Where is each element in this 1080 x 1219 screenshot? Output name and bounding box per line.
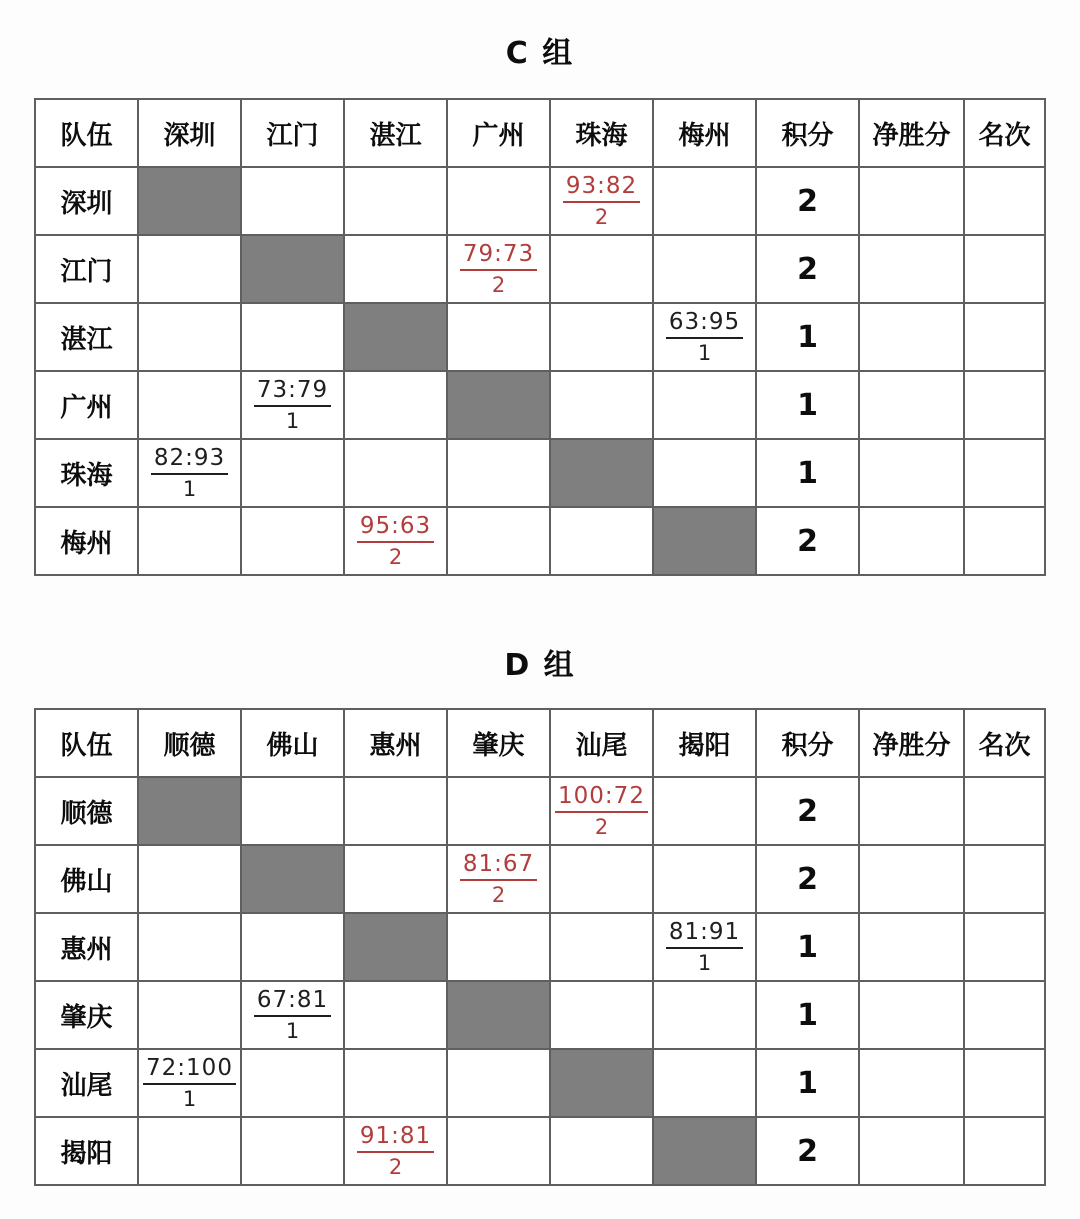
- self-match-cell: [653, 507, 756, 575]
- empty-match-cell: [138, 371, 241, 439]
- column-header: 净胜分: [859, 99, 964, 167]
- match-points: 1: [182, 476, 197, 501]
- goal-diff-cell: [859, 439, 964, 507]
- empty-match-cell: [653, 1049, 756, 1117]
- rank-cell: [964, 303, 1045, 371]
- empty-match-cell: [138, 845, 241, 913]
- match-points: 1: [697, 950, 712, 975]
- empty-match-cell: [344, 235, 447, 303]
- empty-match-cell: [447, 507, 550, 575]
- rank-cell: [964, 981, 1045, 1049]
- self-match-cell: [241, 845, 344, 913]
- empty-match-cell: [241, 167, 344, 235]
- match-result-cell: [138, 439, 241, 507]
- team-name: 佛山: [35, 845, 138, 913]
- empty-match-cell: [550, 235, 653, 303]
- team-name: 惠州: [35, 913, 138, 981]
- empty-match-cell: [138, 981, 241, 1049]
- empty-match-cell: [344, 845, 447, 913]
- team-name: 肇庆: [35, 981, 138, 1049]
- team-name: 广州: [35, 371, 138, 439]
- goal-diff-cell: [859, 371, 964, 439]
- self-match-cell: [550, 439, 653, 507]
- column-header: 积分: [756, 99, 859, 167]
- points-cell: 2: [756, 235, 859, 303]
- empty-match-cell: [447, 913, 550, 981]
- goal-diff-cell: [859, 1049, 964, 1117]
- empty-match-cell: [653, 371, 756, 439]
- empty-match-cell: [447, 777, 550, 845]
- empty-match-cell: [447, 167, 550, 235]
- rank-cell: [964, 439, 1045, 507]
- self-match-cell: [138, 167, 241, 235]
- empty-match-cell: [241, 303, 344, 371]
- empty-match-cell: [138, 303, 241, 371]
- empty-match-cell: [138, 507, 241, 575]
- group-d-header-row: [35, 709, 1045, 777]
- team-name: 深圳: [35, 167, 138, 235]
- team-name: 江门: [35, 235, 138, 303]
- self-match-cell: [653, 1117, 756, 1185]
- goal-diff-cell: [859, 1117, 964, 1185]
- match-result-cell: [447, 235, 550, 303]
- team-row: [35, 439, 1045, 507]
- column-header: 名次: [964, 99, 1045, 167]
- match-score: 95:63: [357, 514, 434, 542]
- rank-cell: [964, 235, 1045, 303]
- match-score: 81:91: [666, 920, 743, 948]
- rank-cell: [964, 845, 1045, 913]
- goal-diff-cell: [859, 845, 964, 913]
- empty-match-cell: [653, 845, 756, 913]
- empty-match-cell: [447, 303, 550, 371]
- team-row: [35, 913, 1045, 981]
- empty-match-cell: [344, 981, 447, 1049]
- rank-cell: [964, 1049, 1045, 1117]
- points-cell: 1: [756, 303, 859, 371]
- match-score: 73:79: [254, 378, 331, 406]
- match-points: 1: [182, 1086, 197, 1111]
- match-score: 72:100: [143, 1056, 236, 1084]
- empty-match-cell: [344, 371, 447, 439]
- team-row: [35, 235, 1045, 303]
- team-name: 揭阳: [35, 1117, 138, 1185]
- column-header: 惠州: [344, 709, 447, 777]
- points-cell: 2: [756, 1117, 859, 1185]
- points-cell: 1: [756, 439, 859, 507]
- team-name: 梅州: [35, 507, 138, 575]
- match-points: 2: [491, 272, 506, 297]
- empty-match-cell: [653, 167, 756, 235]
- team-name: 顺德: [35, 777, 138, 845]
- goal-diff-cell: [859, 777, 964, 845]
- column-header: 广州: [447, 99, 550, 167]
- column-header: 肇庆: [447, 709, 550, 777]
- empty-match-cell: [344, 1049, 447, 1117]
- points-cell: 2: [756, 507, 859, 575]
- column-header: 珠海: [550, 99, 653, 167]
- match-result-cell: [447, 845, 550, 913]
- column-header: 汕尾: [550, 709, 653, 777]
- self-match-cell: [344, 303, 447, 371]
- points-cell: 1: [756, 981, 859, 1049]
- team-name: 汕尾: [35, 1049, 138, 1117]
- empty-match-cell: [550, 981, 653, 1049]
- match-result-cell: [138, 1049, 241, 1117]
- match-points: 1: [285, 408, 300, 433]
- match-score: 79:73: [460, 242, 537, 270]
- points-cell: 1: [756, 1049, 859, 1117]
- self-match-cell: [241, 235, 344, 303]
- group-c-header-row: [35, 99, 1045, 167]
- column-header: 队伍: [35, 99, 138, 167]
- goal-diff-cell: [859, 303, 964, 371]
- empty-match-cell: [550, 507, 653, 575]
- column-header: 积分: [756, 709, 859, 777]
- column-header: 净胜分: [859, 709, 964, 777]
- group-d-table: [34, 708, 1046, 1186]
- empty-match-cell: [550, 303, 653, 371]
- team-row: [35, 777, 1045, 845]
- team-row: [35, 1049, 1045, 1117]
- team-row: [35, 845, 1045, 913]
- empty-match-cell: [550, 913, 653, 981]
- goal-diff-cell: [859, 167, 964, 235]
- points-cell: 1: [756, 371, 859, 439]
- rank-cell: [964, 167, 1045, 235]
- empty-match-cell: [241, 777, 344, 845]
- match-score: 81:67: [460, 852, 537, 880]
- points-cell: 2: [756, 845, 859, 913]
- team-row: [35, 303, 1045, 371]
- match-score: 100:72: [555, 784, 648, 812]
- rank-cell: [964, 507, 1045, 575]
- column-header: 队伍: [35, 709, 138, 777]
- goal-diff-cell: [859, 981, 964, 1049]
- team-row: [35, 507, 1045, 575]
- rank-cell: [964, 777, 1045, 845]
- self-match-cell: [447, 981, 550, 1049]
- empty-match-cell: [447, 439, 550, 507]
- match-result-cell: [344, 507, 447, 575]
- self-match-cell: [344, 913, 447, 981]
- empty-match-cell: [344, 439, 447, 507]
- team-row: [35, 167, 1045, 235]
- column-header: 深圳: [138, 99, 241, 167]
- match-result-cell: [550, 167, 653, 235]
- points-cell: 2: [756, 167, 859, 235]
- column-header: 江门: [241, 99, 344, 167]
- rank-cell: [964, 1117, 1045, 1185]
- empty-match-cell: [138, 913, 241, 981]
- points-cell: 1: [756, 913, 859, 981]
- match-score: 82:93: [151, 446, 228, 474]
- empty-match-cell: [550, 371, 653, 439]
- match-score: 63:95: [666, 310, 743, 338]
- group-c-title: C 组: [505, 36, 575, 71]
- empty-match-cell: [550, 845, 653, 913]
- column-header: 梅州: [653, 99, 756, 167]
- match-points: 2: [388, 1154, 403, 1179]
- match-score: 93:82: [563, 174, 640, 202]
- rank-cell: [964, 913, 1045, 981]
- empty-match-cell: [241, 439, 344, 507]
- empty-match-cell: [447, 1117, 550, 1185]
- empty-match-cell: [138, 235, 241, 303]
- rank-cell: [964, 371, 1045, 439]
- team-name: 珠海: [35, 439, 138, 507]
- match-result-cell: [241, 981, 344, 1049]
- match-score: 91:81: [357, 1124, 434, 1152]
- empty-match-cell: [550, 1117, 653, 1185]
- column-header: 湛江: [344, 99, 447, 167]
- match-result-cell: [344, 1117, 447, 1185]
- self-match-cell: [447, 371, 550, 439]
- empty-match-cell: [344, 167, 447, 235]
- match-result-cell: [653, 303, 756, 371]
- goal-diff-cell: [859, 235, 964, 303]
- group-c-table: [34, 98, 1046, 576]
- match-result-cell: [241, 371, 344, 439]
- match-points: 2: [594, 204, 609, 229]
- match-points: 2: [388, 544, 403, 569]
- column-header: 名次: [964, 709, 1045, 777]
- empty-match-cell: [653, 235, 756, 303]
- team-row: [35, 1117, 1045, 1185]
- match-result-cell: [653, 913, 756, 981]
- empty-match-cell: [653, 439, 756, 507]
- empty-match-cell: [138, 1117, 241, 1185]
- column-header: 揭阳: [653, 709, 756, 777]
- empty-match-cell: [241, 507, 344, 575]
- match-points: 1: [285, 1018, 300, 1043]
- points-cell: 2: [756, 777, 859, 845]
- empty-match-cell: [653, 981, 756, 1049]
- self-match-cell: [138, 777, 241, 845]
- empty-match-cell: [653, 777, 756, 845]
- goal-diff-cell: [859, 913, 964, 981]
- match-score: 67:81: [254, 988, 331, 1016]
- match-points: 2: [491, 882, 506, 907]
- column-header: 顺德: [138, 709, 241, 777]
- self-match-cell: [550, 1049, 653, 1117]
- empty-match-cell: [241, 913, 344, 981]
- empty-match-cell: [241, 1117, 344, 1185]
- empty-match-cell: [241, 1049, 344, 1117]
- team-row: [35, 981, 1045, 1049]
- match-points: 2: [594, 814, 609, 839]
- match-points: 1: [697, 340, 712, 365]
- empty-match-cell: [344, 777, 447, 845]
- goal-diff-cell: [859, 507, 964, 575]
- match-result-cell: [550, 777, 653, 845]
- empty-match-cell: [447, 1049, 550, 1117]
- group-d-title: D 组: [504, 648, 576, 683]
- team-row: [35, 371, 1045, 439]
- team-name: 湛江: [35, 303, 138, 371]
- column-header: 佛山: [241, 709, 344, 777]
